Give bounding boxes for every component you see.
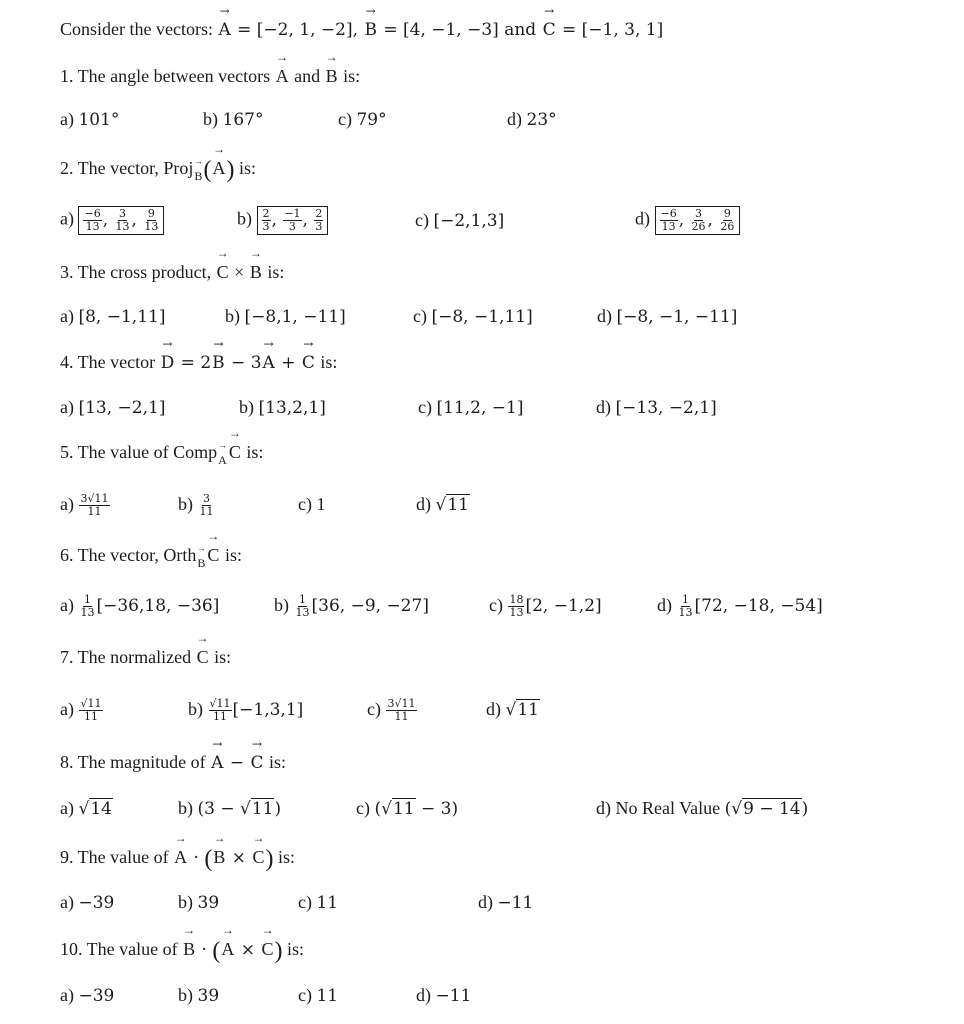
- q7-option-c[interactable]: c) $\frac{3√11}{11}$: [367, 697, 416, 724]
- q2-option-a[interactable]: a) $\frac{-6}{13}$ , $\frac{3}{13}$ , $\frac{9}{13}$: [60, 206, 164, 235]
- question-2: 2. The vector, Proj→ $_B$(→ A) is:: [60, 156, 256, 188]
- q1-option-d[interactable]: d) 23°: [507, 109, 557, 130]
- question-10: 10. The value of → B · (→ A × → C) is:: [60, 937, 304, 963]
- q4-option-b[interactable]: b) [13,2,1]: [239, 397, 326, 418]
- vector-a-symbol: → A: [218, 18, 230, 42]
- vector-b-symbol: → B: [364, 18, 377, 42]
- q8-option-b[interactable]: b) (3 − √11): [178, 798, 282, 819]
- question-4: 4. The vector → D = 2→ B − 3→ A + → C is:: [60, 350, 337, 375]
- question-8: 8. The magnitude of → A − → C is:: [60, 750, 286, 775]
- q10-option-a[interactable]: a) −39: [60, 985, 115, 1006]
- q5-option-b[interactable]: b) $\frac{3}{11}$: [178, 492, 214, 519]
- q7-option-b[interactable]: b) $\frac{√11}{11}$ [−1,3,1]: [188, 697, 304, 724]
- q9-option-b[interactable]: b) 39: [178, 892, 220, 913]
- q6-option-a[interactable]: a) $\frac{1}{13}$ [−36,18, −36]: [60, 593, 220, 620]
- vector-d-symbol: → D: [161, 351, 175, 375]
- q4-option-d[interactable]: d) [−13, −2,1]: [596, 397, 717, 418]
- q2-option-c[interactable]: c) [−2,1,3]: [415, 210, 505, 231]
- q4-option-c[interactable]: c) [11,2, −1]: [418, 397, 524, 418]
- q6-option-d[interactable]: d) $\frac{1}{13}$ [72, −18, −54]: [657, 593, 823, 620]
- question-9: 9. The value of → A · (→ B × → C) is:: [60, 845, 295, 871]
- q10-option-b[interactable]: b) 39: [178, 985, 220, 1006]
- question-6: 6. The vector, Orth→ $_B$→ C is:: [60, 543, 242, 575]
- q5-option-a[interactable]: a) $\frac{3√11}{11}$: [60, 492, 109, 519]
- q3-option-d[interactable]: d) [−8, −1, −11]: [597, 306, 738, 327]
- intro-line: Consider the vectors: → A = [−2, 1, −2], → B = [4, −1, −3] and → C = [−1, 3, 1]: [60, 17, 663, 42]
- q3-option-b[interactable]: b) [−8,1, −11]: [225, 306, 346, 327]
- q2-option-b[interactable]: b) $\frac{2}{3}$ , $\frac{-1}{3}$ , $\frac{2}{3}$: [237, 206, 328, 235]
- q9-option-c[interactable]: c) 11: [298, 892, 339, 913]
- q7-option-a[interactable]: a) $\frac{√11}{11}$: [60, 697, 102, 724]
- q1-option-a[interactable]: a) 101°: [60, 109, 120, 130]
- q10-option-c[interactable]: c) 11: [298, 985, 339, 1006]
- q9-option-d[interactable]: d) −11: [478, 892, 534, 913]
- q8-option-a[interactable]: a) √14: [60, 798, 112, 819]
- question-3: 3. The cross product, → C × → B is:: [60, 260, 284, 284]
- q7-option-d[interactable]: d) √11: [486, 699, 539, 720]
- q5-option-d[interactable]: d) √11: [416, 494, 469, 515]
- q1-option-c[interactable]: c) 79°: [338, 109, 387, 130]
- q10-option-d[interactable]: d) −11: [416, 985, 472, 1006]
- q9-option-a[interactable]: a) −39: [60, 892, 115, 913]
- q8-option-d[interactable]: d) No Real Value (√9 − 14): [596, 798, 809, 819]
- q6-option-c[interactable]: c) $\frac{18}{13}$ [2, −1,2]: [489, 593, 602, 620]
- q6-option-b[interactable]: b) $\frac{1}{13}$ [36, −9, −27]: [274, 593, 429, 620]
- q5-option-c[interactable]: c) 1: [298, 494, 326, 514]
- q1-option-b[interactable]: b) 167°: [203, 109, 264, 130]
- q8-option-c[interactable]: c) (√11 − 3): [356, 798, 459, 819]
- q4-option-a[interactable]: a) [13, −2,1]: [60, 397, 166, 418]
- q3-option-a[interactable]: a) [8, −1,11]: [60, 306, 166, 327]
- question-7: 7. The normalized → C is:: [60, 645, 231, 669]
- q2-option-d[interactable]: d) $\frac{-6}{13}$ , $\frac{3}{26}$ , $\frac{9}{26}$: [635, 206, 740, 235]
- question-1: 1. The angle between vectors → A and → B is:: [60, 64, 360, 88]
- question-5: 5. The value of Comp→ $_A$→ C is:: [60, 440, 263, 472]
- vector-c-symbol: → C: [543, 18, 556, 42]
- q3-option-c[interactable]: c) [−8, −1,11]: [413, 306, 533, 327]
